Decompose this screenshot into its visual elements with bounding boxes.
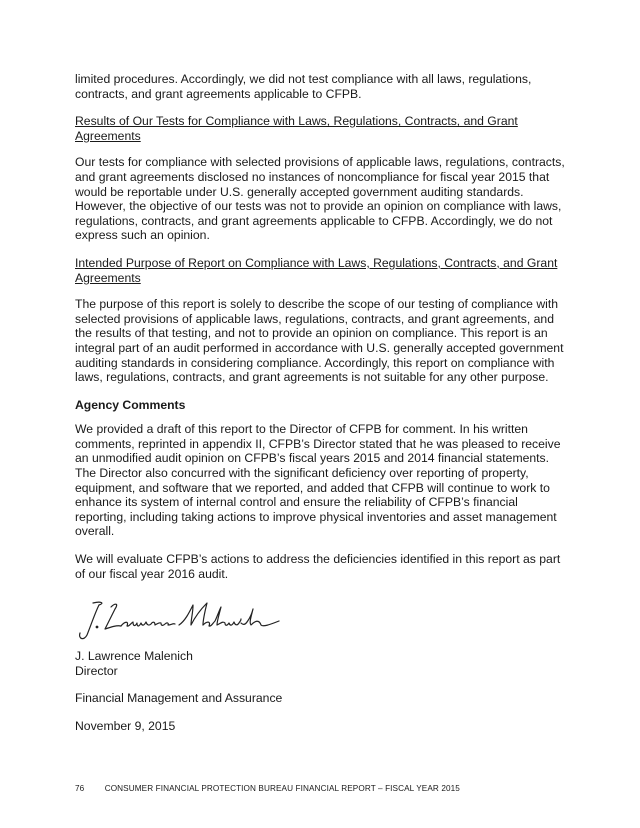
intro-paragraph: limited procedures. Accordingly, we did not test compliance with all laws, regulations, contracts, and grant agreements applicable to CFPB. — [75, 72, 532, 101]
evaluation-paragraph: We will evaluate CFPB’s actions to address the deficiencies identified in this report as part of our fiscal year 2016 audit. — [75, 552, 561, 581]
signer-title: Director — [75, 663, 118, 678]
agency-comments-heading: Agency Comments — [75, 397, 186, 412]
handwritten-signature — [75, 595, 565, 643]
purpose-heading: Intended Purpose of Report on Compliance with Laws, Regulations, Contracts, and Grant Agreements — [75, 255, 558, 285]
purpose-paragraph: The purpose of this report is solely to describe the scope of our testing of compliance with selected provisions of applicable laws, regulations, contracts, and grant agreements, and the results of that testing, and not to provide an opinion on compliance. This report is an integral part of an audit performed in accordance with U.S. generally accepted government auditing standards in considering compliance. Accordingly, this report on compliance with laws, regulations, contracts, and grant agreements is not suitable for any other purpose. — [75, 297, 564, 385]
results-paragraph: Our tests for compliance with selected provisions of applicable laws, regulations, contracts, and grant agreements disclosed no instances of noncompliance for fiscal year 2015 that would be reportable under U.S. generally accepted government auditing standards. However, the objective of our tests was not to provide an opinion on compliance with laws, regulations, contracts, and grant agreements applicable to CFPB. Accordingly, we do not express such an opinion. — [75, 155, 565, 243]
page-footer — [75, 784, 460, 793]
report-date: November 9, 2015 — [75, 719, 176, 733]
signature-graphic — [75, 595, 295, 643]
agency-comments-paragraph: We provided a draft of this report to the Director of CFPB for comment. In his written comments, reprinted in appendix II, CFPB’s Director stated that he was pleased to receive an unmodified audit opinion on CFPB’s fiscal years 2015 and 2014 financial statements. The Director also concurred with the significant deficiency over reporting of property, equipment, and software that we reported, and added that CFPB will continue to work to enhance its system of internal control and ensure the reliability of CFPB’s financial reporting, including taking actions to improve physical inventories and asset management overall. — [75, 422, 561, 539]
page-number: 76 — [75, 784, 85, 793]
results-heading: Results of Our Tests for Compliance with Laws, Regulations, Contracts, and Grant Agreements — [75, 114, 518, 143]
signer-department: Financial Management and Assurance — [75, 691, 283, 706]
footer-title: CONSUMER FINANCIAL PROTECTION BUREAU FINANCIAL REPORT – FISCAL YEAR 2015 — [104, 784, 460, 793]
document-page — [75, 72, 565, 747]
signer-block — [75, 649, 565, 678]
signer-name: J. Lawrence Malenich — [75, 649, 193, 664]
